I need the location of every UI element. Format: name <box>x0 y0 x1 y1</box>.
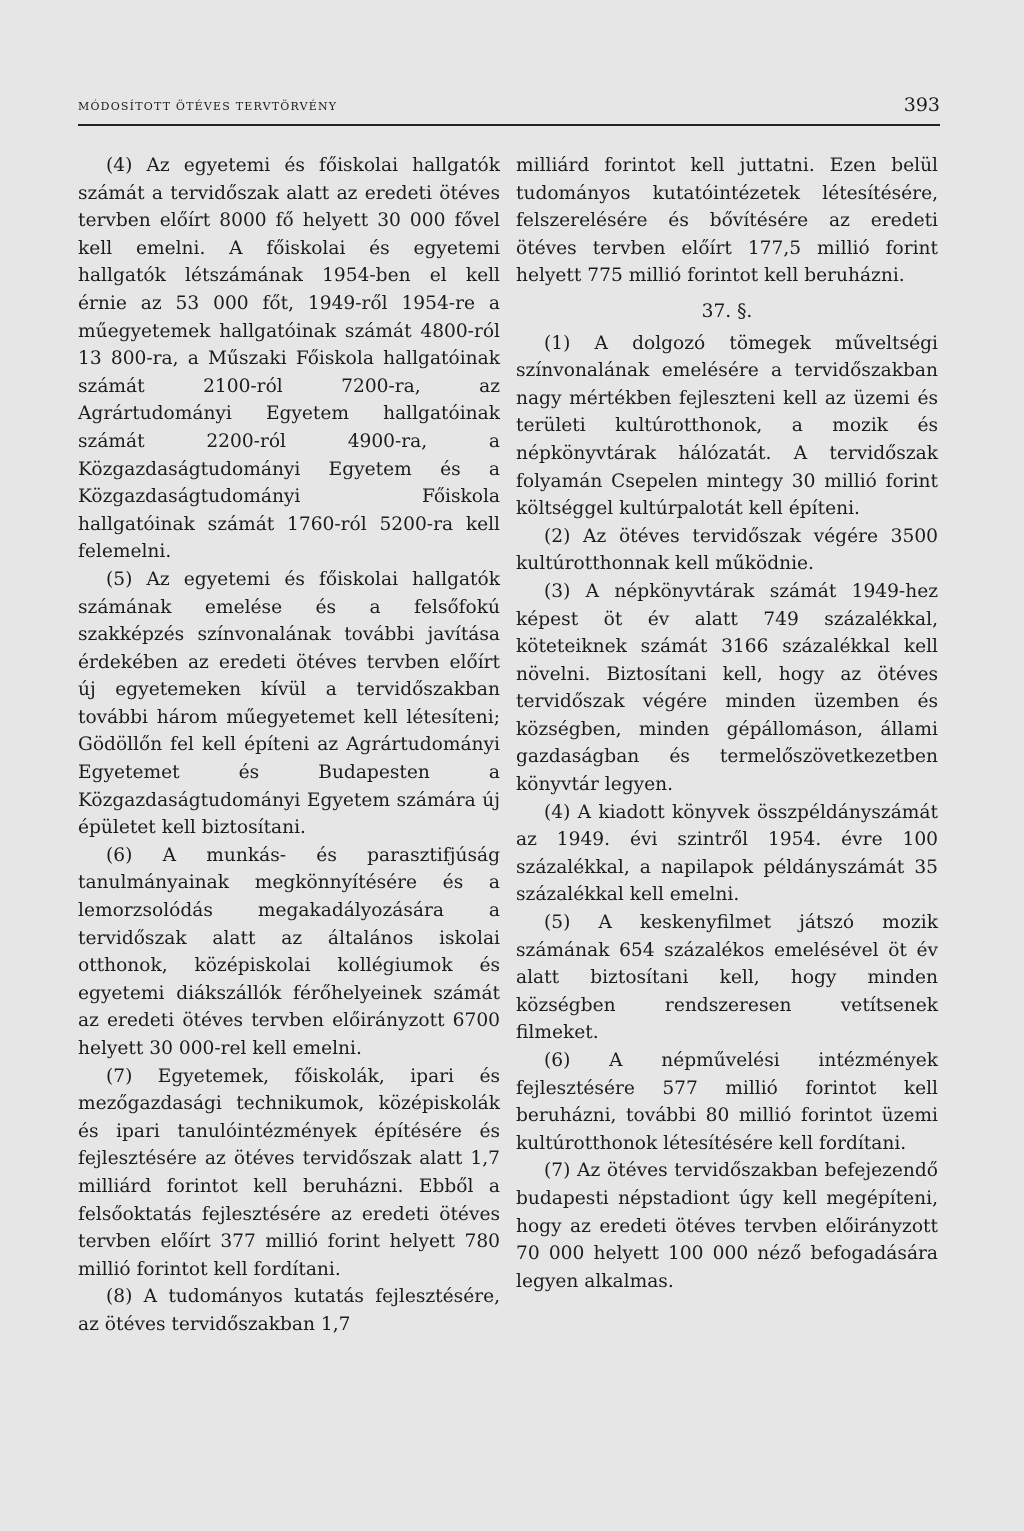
paragraph-4-students: (4) Az egyetemi és főiskolai hallgatók számát a tervidőszak alatt az eredeti ötéves tervben előírt 8000 fő helyett 30 000 fővel kell emelni. A főiskolai és egyetemi hallgatók létszámának 1954-ben el kell érnie az 53 000 főt, 1949-ről 1954-re a műegyetemek hallgatóinak számát 4800-ról 13 800-ra, a Műszaki Főiskola hallgatóinak számát 2100-ról 7200-ra, az Agrártudományi Egyetem hallgatóinak számát 2200-ról 4900-ra, a Közgazdaságtudományi Egyetem és a Közgazdaságtudományi Főiskola hallgatóinak számát 1760-ról 5200-ra kell felemelni. <box>78 155 500 563</box>
paragraph-2-culture-houses: (2) Az ötéves tervidőszak végére 3500 kultúrotthonnak kell működnie. <box>516 525 938 575</box>
paragraph-3-libraries: (3) A népkönyvtárak számát 1949-hez képest öt év alatt 749 százalékkal, köteteiknek számát 3166 százalékkal kell növelni. Biztosítani kell, hogy az ötéves tervidőszak végére minden üzemben és községben, minden gépállomáson, állami gazdaságban és termelőszövetkezetben könyvtár legyen. <box>516 580 938 796</box>
paragraph-7-school-construction: (7) Egyetemek, főiskolák, ipari és mezőgazdasági technikumok, középiskolák és ipari tanulóintézmények építésére és fejlesztésére az ötéves tervidőszak alatt 1,7 milliárd forintot kell beruházni. Ebből a felsőoktatás fejlesztésére az eredeti ötéves tervben előírt 377 millió forint helyett 780 millió forintot kell fordítani. <box>78 1065 500 1280</box>
paragraph-8-continuation: milliárd forintot kell juttatni. Ezen belül tudományos kutatóintézetek létesítésére, felszerelésére és bővítésére az eredeti ötéves tervben előírt 177,5 millió forint helyett 775 millió forintot kell beruházni. <box>516 155 938 287</box>
paragraph-6-public-education: (6) A népművelési intézmények fejlesztésére 577 millió forintot kell beruházni, további 80 millió forintot üzemi kultúrotthonok létesítésére kell fordítani. <box>516 1050 938 1154</box>
paragraph-1-culture-network: (1) A dolgozó tömegek műveltségi színvonalának emelésére a tervidőszakban nagy mértékben fejleszteni kell az üzemi és területi kultúrotthonok, a mozik és népkönyvtárak hálózatát. A tervidőszak folyamán Csepelen mintegy 30 millió forint költséggel kultúrpalotát kell építeni. <box>516 332 938 520</box>
running-title: MÓDOSÍTOTT ÖTÉVES TERVTÖRVÉNY <box>78 100 338 113</box>
paragraph-5-cinemas: (5) A keskenyfilmet játszó mozik számának 654 százalékos emelésével öt év alatt biztosítani kell, hogy minden községben rendszeresen vetítsenek filmeket. <box>516 912 938 1044</box>
right-column <box>516 152 938 1295</box>
left-column <box>78 152 500 1339</box>
paragraph-8-research: (8) A tudományos kutatás fejlesztésére, az ötéves tervidőszakban 1,7 <box>78 1286 500 1335</box>
page-number: 393 <box>903 94 940 116</box>
paragraph-4-books: (4) A kiadott könyvek összpéldányszámát az 1949. évi szintről 1954. évre 100 százalékkal, a napilapok példányszámát 35 százalékkal kell emelni. <box>516 801 938 906</box>
paragraph-7-stadium: (7) Az ötéves tervidőszakban befejezendő budapesti népstadiont úgy kell megépíteni, hogy az eredeti ötéves tervben előirányzott 70 000 helyett 100 000 néző befogadására legyen alkalmas. <box>516 1160 938 1292</box>
paragraph-6-dormitories: (6) A munkás- és parasztifjúság tanulmányainak megkönnyítésére és a lemorzsolódás megakadályozására a tervidőszak alatt az általános iskolai otthonok, középiskolai kollégiumok és egyetemi diákszállók férőhelyeinek számát az eredeti ötéves tervben előirányzott 6700 helyett 30 000-rel kell emelni. <box>78 844 500 1059</box>
header-rule <box>78 124 940 126</box>
paragraph-5-universities: (5) Az egyetemi és főiskolai hallgatók számának emelése és a felsőfokú szakképzés színvonalának további javítása érdekében az eredeti ötéves tervben előírt új egyetemeken kívül a tervidőszakban további három műegyetemet kell létesíteni; Gödöllőn fel kell építeni az Agrártudományi Egyetemet és Budapesten a Közgazdaságtudományi Egyetem számára új épületet kell biztosítani. <box>78 568 500 839</box>
section-heading: 37. §. <box>701 300 753 322</box>
page-header <box>78 92 940 122</box>
